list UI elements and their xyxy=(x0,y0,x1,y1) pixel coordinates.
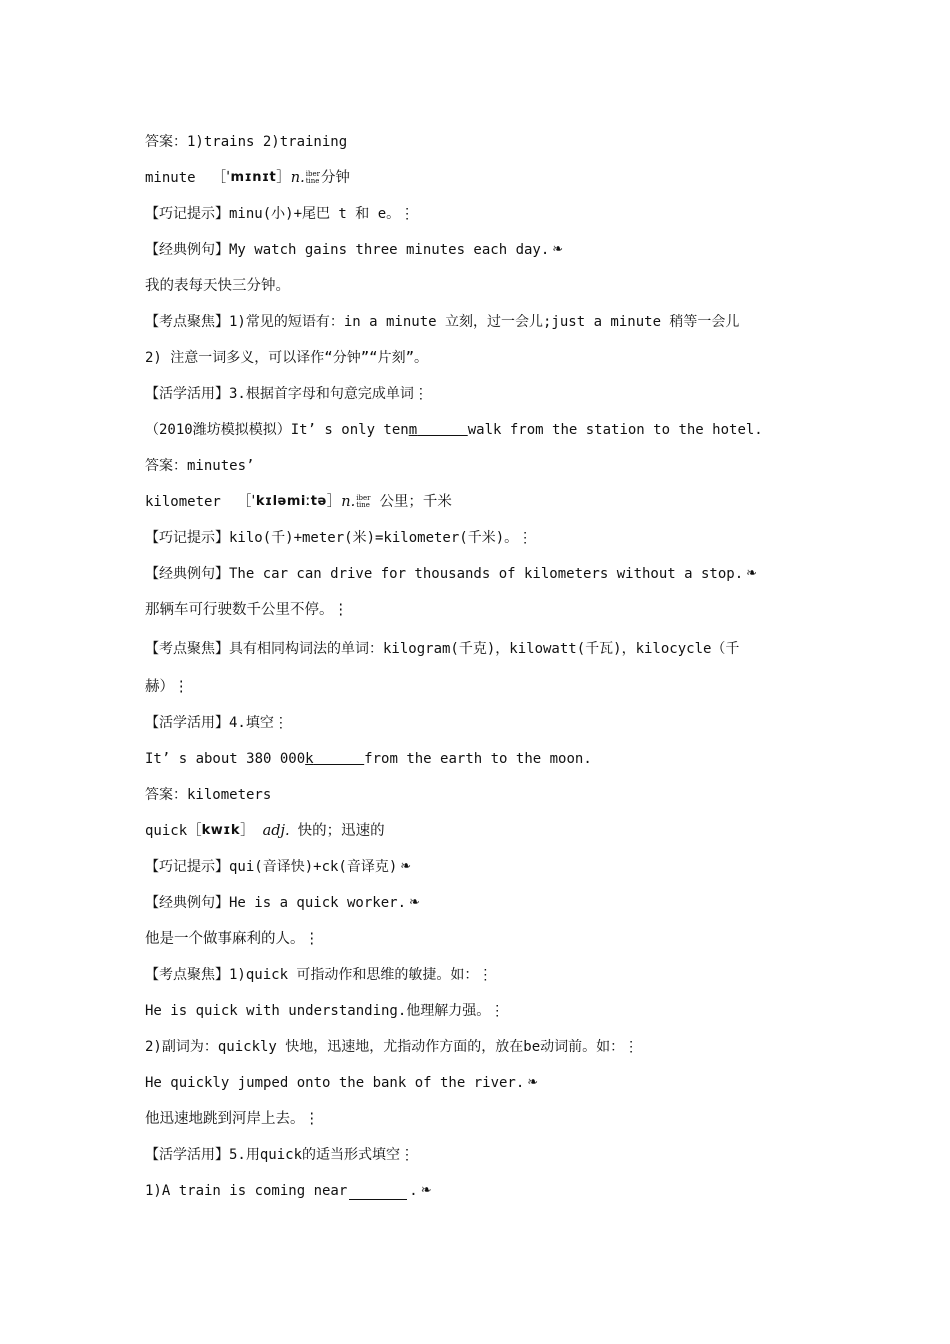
vocab-entry-kilometer: kilometer ［ ˈkɪləmiːtə ］ n. iber tine 公里；千米 xyxy=(145,484,825,520)
vocab-word: quick xyxy=(145,823,188,839)
phonetic: ˈmɪnɪt xyxy=(226,170,277,185)
text-line: 他迅速地跳到河岸上去。⋮ xyxy=(145,1111,319,1127)
document-body xyxy=(145,124,825,1209)
blank-field[interactable]: k xyxy=(305,751,314,767)
part-of-speech: adj. xyxy=(262,823,290,839)
text-line: 2) 注意一词多义，可以译作“分钟”“片刻”。 xyxy=(145,350,428,366)
mouse-glyph-icon: ❧ xyxy=(409,895,420,910)
phonetic: ˈkɪləmiːtə xyxy=(251,494,327,509)
part-of-speech: n. xyxy=(290,170,305,186)
liberline-mark: iber tine xyxy=(356,494,371,509)
text-line: 【活学活用】5.用quick的适当形式填空⋮ xyxy=(145,1147,415,1163)
text-line: 我的表每天快三分钟。 xyxy=(145,278,290,294)
exercise-line: （2010潍坊模拟模拟）It’ s only ten m walk from the station to the hotel. xyxy=(145,412,825,448)
text-line: 【巧记提示】kilo(千)+meter(米)=kilometer(千米)。⋮ xyxy=(145,530,533,546)
mouse-glyph-icon: ❧ xyxy=(400,859,412,874)
text-line: 【巧记提示】qui(音译快)+ck(音译克) ❧ xyxy=(145,849,825,885)
mouse-glyph-icon: ❧ xyxy=(552,242,564,257)
mouse-glyph-icon: ❧ xyxy=(420,1183,432,1198)
vocab-meaning: 快的；迅速的 xyxy=(297,823,385,839)
vocab-entry-quick: quick ［ kwɪk ］ adj. 快的；迅速的 xyxy=(145,813,825,849)
text-line: 【考点聚焦】1)常见的短语有：in a minute 立刻，过一会儿;just a minute 稍等一会儿 xyxy=(145,314,740,330)
text-line: 【经典例句】The car can drive for thousands of kilometers without a stop. ❧ xyxy=(145,556,825,592)
text-line: He is quick with understanding.他理解力强。⋮ xyxy=(145,1003,505,1019)
blank-field[interactable]: m xyxy=(408,422,418,438)
text-line: 【经典例句】My watch gains three minutes each day. ❧ xyxy=(145,232,825,268)
vocab-entry-minute: minute ［ ˈmɪnɪt ］ n. iber tine 分钟 xyxy=(145,160,825,196)
exercise-line: 1)A train is coming near . ❧ xyxy=(145,1173,825,1209)
vocab-word: minute xyxy=(145,170,196,186)
text-line: 【经典例句】He is a quick worker. ❧ xyxy=(145,885,825,921)
text-line: 赫）⋮ xyxy=(145,679,189,695)
text-line: 答案：minutes’ xyxy=(145,458,255,474)
text-line: 【活学活用】3.根据首字母和句意完成单词⋮ xyxy=(145,386,428,402)
liberline-mark: iber tine xyxy=(305,170,320,185)
text-line: 【巧记提示】minu(小)+尾巴 t 和 e。⋮ xyxy=(145,206,415,222)
text-line: 【活学活用】4.填空⋮ xyxy=(145,715,288,731)
text-line: 【考点聚焦】1)quick 可指动作和思维的敏捷。如：⋮ xyxy=(145,967,493,983)
text-line: 【考点聚焦】具有相同构词法的单词：kilogram(千克)，kilowatt(千瓦)，kilocycle（千 xyxy=(145,640,740,657)
mouse-glyph-icon: ❧ xyxy=(527,1075,539,1090)
vocab-meaning: 分钟 xyxy=(320,170,350,186)
phonetic: kwɪk xyxy=(201,823,241,838)
text-line: 答案：kilometers xyxy=(145,787,272,803)
text-line: 那辆车可行驶数千公里不停。⋮ xyxy=(145,602,348,618)
blank-field[interactable] xyxy=(349,1183,407,1200)
text-line: 他是一个做事麻利的人。⋮ xyxy=(145,931,319,947)
text-line: 答案：1)trains 2)training xyxy=(145,134,348,150)
mouse-glyph-icon: ❧ xyxy=(746,566,758,581)
exercise-line: It’ s about 380 000 k from the earth to the moon. xyxy=(145,741,825,777)
vocab-meaning: 公里；千米 xyxy=(379,494,452,510)
vocab-word: kilometer xyxy=(145,494,221,510)
part-of-speech: n. xyxy=(341,494,356,510)
text-line: He quickly jumped onto the bank of the river. ❧ xyxy=(145,1065,825,1101)
text-line: 2)副词为：quickly 快地，迅速地，尤指动作方面的，放在be动词前。如：⋮ xyxy=(145,1039,639,1055)
